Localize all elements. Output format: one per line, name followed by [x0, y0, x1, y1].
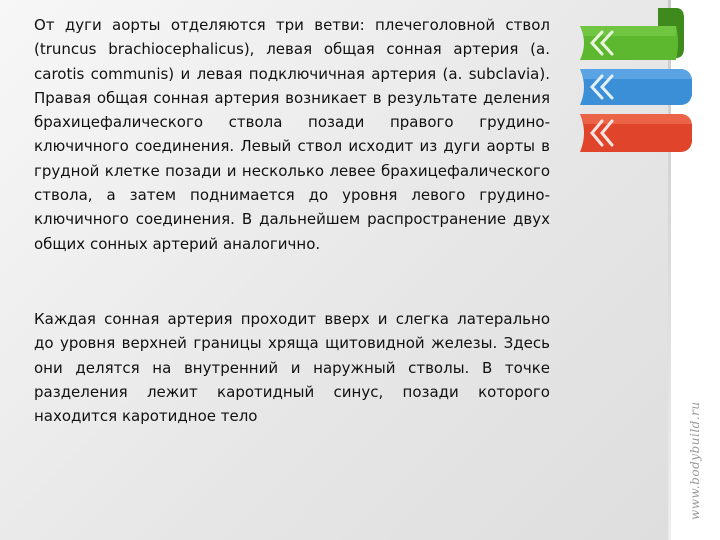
paragraph-1-text: От дуги аорты отделяются три ветви: плечеголовной ствол (truncus brachiocephalicus), левая общая сонная артерия (a. carotis communis) и левая подключичная артерия (a. subclavia). Правая общая сонная артерия возникает в результате деления брахицефалического ствола позади правого грудино-ключичного соединения. Левый ствол исходит из дуги аорты в грудной клетке позади и несколько левее брахицефалического ствола, а затем поднимается до уровня левого грудино-ключичного соединения. В дальнейшем распространение двух общих сонных артерий аналогично. [34, 16, 550, 253]
paragraph-2 [34, 307, 550, 428]
blue-ribbon [580, 65, 700, 109]
paragraph-2-text: Каждая сонная артерия проходит вверх и слегка латерально до уровня верхней границы хряща щитовидной железы. Здесь они делятся на внутренний и наружный стволы. В точке разделения лежит каротидный синус, позади которого находится каротидное тело [34, 310, 550, 426]
red-ribbon [580, 108, 700, 158]
paragraph-1 [34, 13, 550, 256]
watermark-text: www.bodybuild.ru [688, 401, 702, 520]
